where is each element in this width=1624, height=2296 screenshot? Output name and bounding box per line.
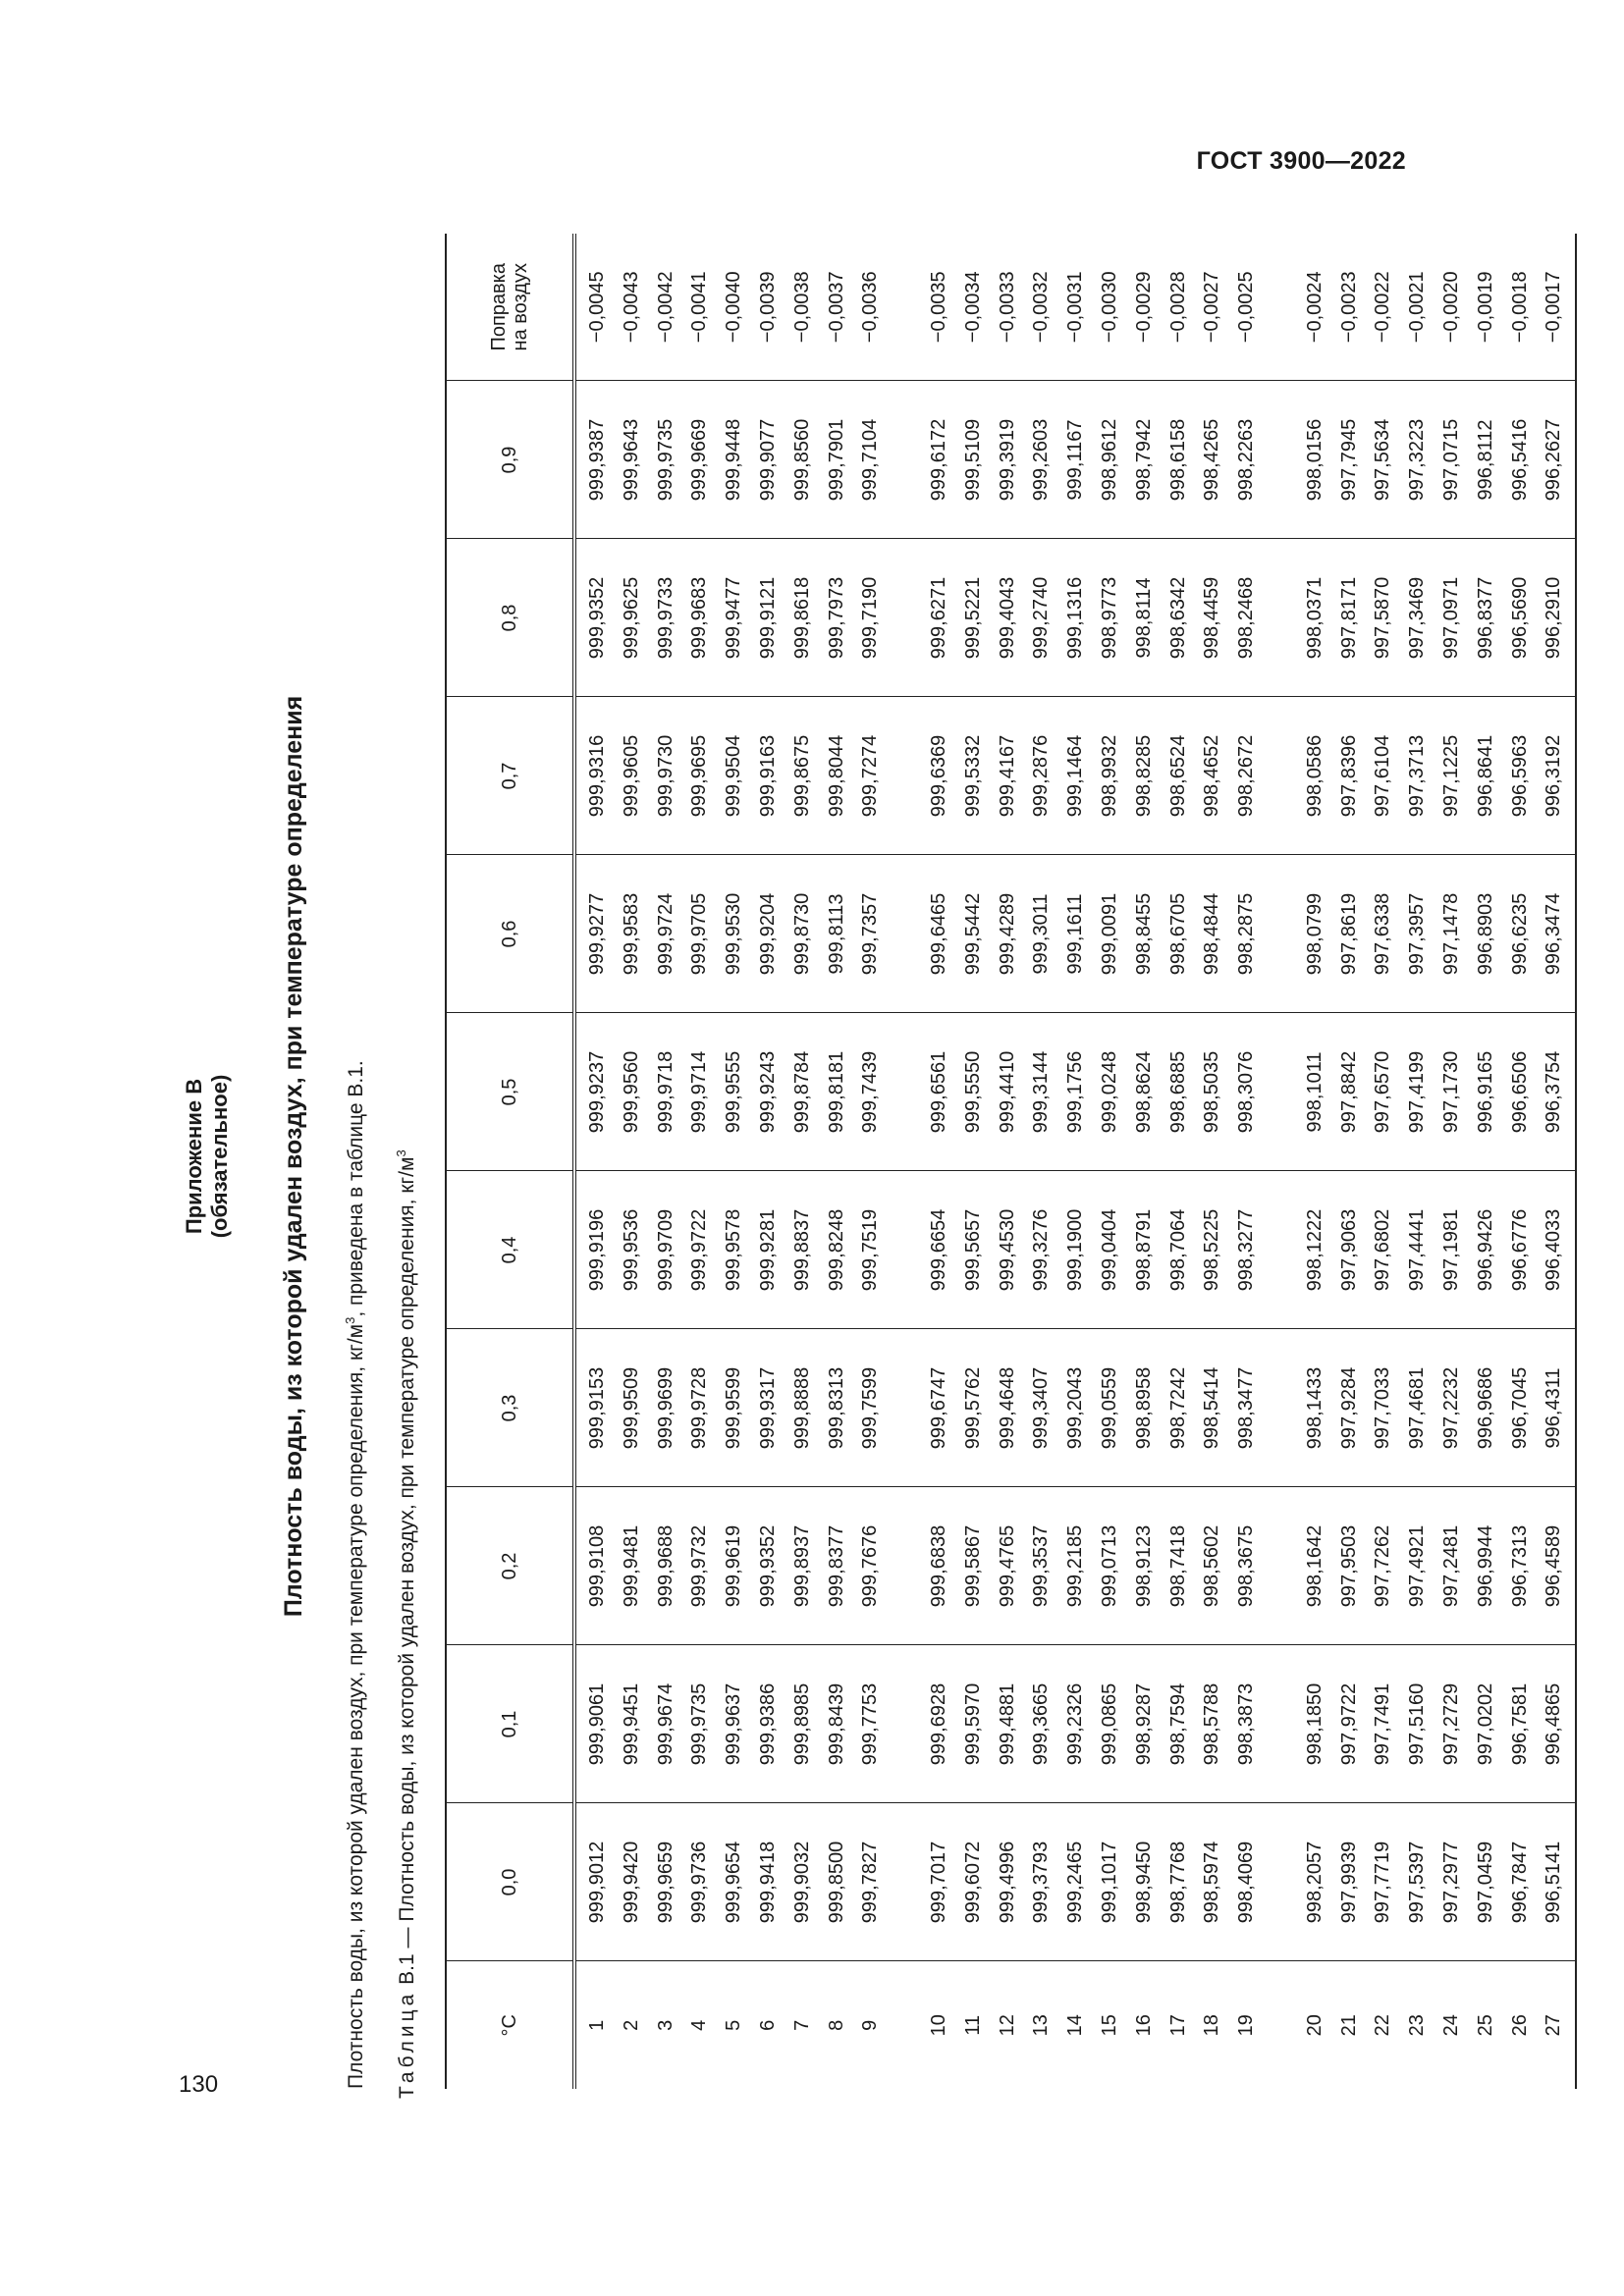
intro-paragraph [345, 1060, 368, 2089]
header-air-correction-line2: на воздух [510, 263, 531, 351]
header-tenths-7: 0,7 [446, 697, 574, 855]
header-tenths-1: 0,1 [446, 1645, 574, 1803]
table-row-body [574, 234, 1576, 2089]
appendix-label: Приложение В [182, 1078, 206, 1235]
header-tenths-8: 0,8 [446, 539, 574, 697]
header-temperature: °C [446, 1961, 574, 2089]
density-table [445, 234, 1577, 2089]
density-column-0-8: 999,9352 999,9625 999,9733 999,9683 999,9477 999,9121 999,8618 999,7973 999,7190 999,6271 999,5221 999,4043 999,2740 999,1316 998,9773 998,8114 998,6342 998,4459 998,2468 998,0371 997,8171 997,5870 997,3469 997,0971 996,8377 996,5690 996,2910 [574, 539, 1576, 697]
intro-unit-exponent: 3 [343, 1316, 357, 1324]
page-number: 130 [179, 2071, 219, 2098]
density-column-0-1: 999,9061 999,9451 999,9674 999,9735 999,9637 999,9386 999,8985 999,8439 999,7753 999,6928 999,5970 999,4881 999,3665 999,2326 999,0865 998,9287 998,7594 998,5788 998,3873 998,1850 997,9722 997,7491 997,5160 997,2729 997,0202 996,7581 996,4865 [574, 1645, 1576, 1803]
density-column-0-3: 999,9153 999,9509 999,9699 999,9728 999,9599 999,9317 999,8888 999,8313 999,7599 999,6747 999,5762 999,4648 999,3407 999,2043 999,0559 998,8958 998,7242 998,5414 998,3477 998,1433 997,9284 997,7033 997,4681 997,2232 996,9686 996,7045 996,4311 [574, 1329, 1576, 1487]
header-tenths-3: 0,3 [446, 1329, 574, 1487]
density-column-0-7: 999,9316 999,9605 999,9730 999,9695 999,9504 999,9163 999,8675 999,8044 999,7274 999,6369 999,5332 999,4167 999,2876 999,1464 998,9932 998,8285 998,6524 998,4652 998,2672 998,0586 997,8396 997,6104 997,3713 997,1225 996,8641 996,5963 996,3192 [574, 697, 1576, 855]
header-air-correction-line1: Поправка [488, 263, 510, 351]
header-tenths-2: 0,2 [446, 1487, 574, 1645]
density-column-0-0: 999,9012 999,9420 999,9659 999,9736 999,9654 999,9418 999,9032 999,8500 999,7827 999,7017 999,6072 999,4996 999,3793 999,2465 999,1017 998,9450 998,7768 998,5974 998,4069 998,2057 997,9939 997,7719 997,5397 997,2977 997,0459 996,7847 996,5141 [574, 1803, 1576, 1961]
header-air-correction [446, 234, 574, 381]
table-caption [396, 1149, 419, 2099]
appendix-status: (обязательное) [207, 1074, 232, 1239]
document-code: ГОСТ 3900—2022 [1196, 147, 1406, 175]
appendix-heading: Плотность воды, из которой удален воздух, при температуре определения [280, 695, 307, 1618]
header-tenths-4: 0,4 [446, 1171, 574, 1329]
header-tenths-0: 0,0 [446, 1803, 574, 1961]
density-column-0-6: 999,9277 999,9583 999,9724 999,9705 999,9530 999,9204 999,8730 999,8113 999,7357 999,6465 999,5442 999,4289 999,3011 999,1611 999,0091 998,8455 998,6705 998,4844 998,2875 998,0799 997,8619 997,6338 997,3957 997,1478 996,8903 996,6235 996,3474 [574, 855, 1576, 1013]
header-tenths-5: 0,5 [446, 1013, 574, 1171]
intro-text-end: , приведена в таблице В.1. [345, 1060, 367, 1317]
table-body [574, 234, 1576, 2089]
table-caption-text: В.1 — Плотность воды, из которой удален воздух, при температуре определения, кг/м [396, 1156, 418, 1991]
header-tenths-6: 0,6 [446, 855, 574, 1013]
table-caption-unit-exponent: 3 [394, 1149, 408, 1157]
rotated-content [182, 224, 1565, 2099]
table-caption-label: Таблица [396, 1990, 418, 2099]
intro-text-main: Плотность воды, из которой удален воздух, при температуре определения, кг/м [345, 1323, 367, 2089]
header-tenths-9: 0,9 [446, 381, 574, 539]
temperature-column: 1 2 3 4 5 6 7 8 9 10 11 12 13 14 15 16 17 18 19 20 21 22 23 24 25 26 27 [574, 1961, 1576, 2089]
density-column-0-5: 999,9237 999,9560 999,9718 999,9714 999,9555 999,9243 999,8784 999,8181 999,7439 999,6561 999,5550 999,4410 999,3144 999,1756 999,0248 998,8624 998,6885 998,5035 998,3076 998,1011 997,8842 997,6570 997,4199 997,1730 996,9165 996,6506 996,3754 [574, 1013, 1576, 1171]
density-column-0-4: 999,9196 999,9536 999,9709 999,9722 999,9578 999,9281 999,8837 999,8248 999,7519 999,6654 999,5657 999,4530 999,3276 999,1900 999,0404 998,8791 998,7064 998,5225 998,3277 998,1222 997,9063 997,6802 997,4441 997,1981 996,9426 996,6776 996,4033 [574, 1171, 1576, 1329]
appendix-title [182, 224, 233, 2089]
air-correction-column: −0,0045 −0,0043 −0,0042 −0,0041 −0,0040 −0,0039 −0,0038 −0,0037 −0,0036 −0,0035 −0,0034 −0,0033 −0,0032 −0,0031 −0,0030 −0,0029 −0,0028 −0,0027 −0,0025 −0,0024 −0,0023 −0,0022 −0,0021 −0,0020 −0,0019 −0,0018 −0,0017 [574, 234, 1576, 381]
table-header-row [446, 234, 574, 2089]
density-column-0-9: 999,9387 999,9643 999,9735 999,9669 999,9448 999,9077 999,8560 999,7901 999,7104 999,6172 999,5109 999,3919 999,2603 999,1167 998,9612 998,7942 998,6158 998,4265 998,2263 998,0156 997,7945 997,5634 997,3223 997,0715 996,8112 996,5416 996,2627 [574, 381, 1576, 539]
density-column-0-2: 999,9108 999,9481 999,9688 999,9732 999,9619 999,9352 999,8937 999,8377 999,7676 999,6838 999,5867 999,4765 999,3537 999,2185 999,0713 998,9123 998,7418 998,5602 998,3675 998,1642 997,9503 997,7262 997,4921 997,2481 996,9944 996,7313 996,4589 [574, 1487, 1576, 1645]
